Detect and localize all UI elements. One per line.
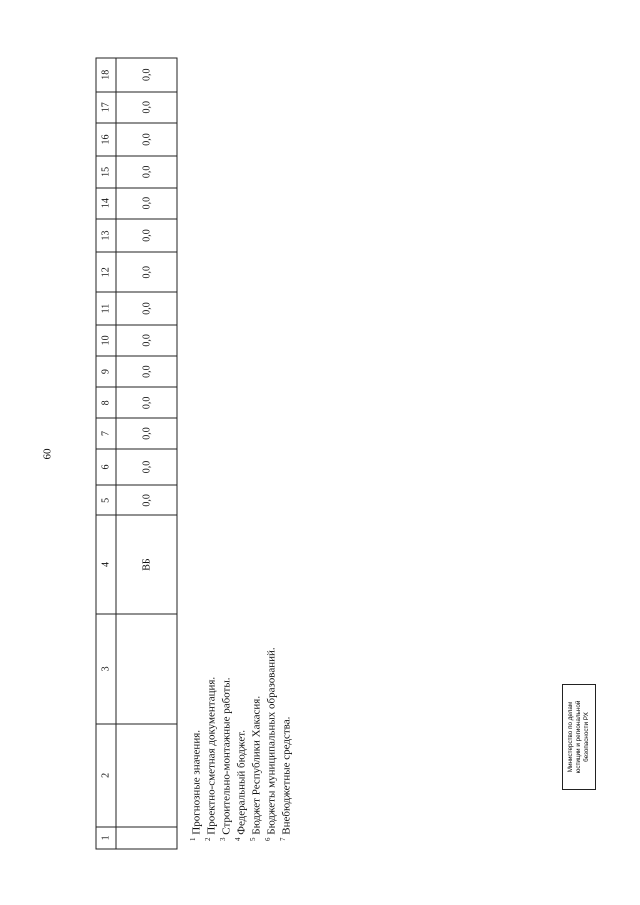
stamp-line: юстиции и региональной: [575, 700, 582, 774]
table-cell: 0,0: [116, 122, 177, 155]
footnote: $^4$ Федеральный бюджет.: [234, 730, 248, 841]
budget-table: [96, 57, 177, 849]
table-cell: 0,0: [116, 252, 177, 292]
header-cell: 7: [96, 418, 116, 448]
header-cell: 8: [96, 387, 116, 418]
table-cell: ВБ: [116, 515, 177, 613]
header-cell: 13: [96, 218, 116, 251]
table-cell: 0,0: [116, 187, 177, 218]
header-cell: 9: [96, 355, 116, 386]
footnote: $^5$ Бюджет Республики Хакасия.: [249, 695, 263, 841]
table-cell: 0,0: [116, 156, 177, 187]
registration-stamp: [561, 683, 597, 791]
stamp-line: Министерство по делам: [567, 701, 574, 773]
header-cell: 3: [96, 613, 116, 723]
header-cell: 1: [96, 826, 116, 848]
header-cell: 2: [96, 724, 116, 827]
table-cell: [116, 724, 177, 827]
footnotes: [188, 647, 293, 841]
footnote: $^3$ Строительно-монтажные работы.: [219, 677, 233, 841]
footnote: $^7$ Внебюджетные средства.: [279, 716, 294, 841]
table-cell: 0,0: [116, 448, 177, 485]
table-cell: [116, 613, 177, 723]
table-cell: 0,0: [116, 387, 177, 418]
header-cell: 12: [96, 252, 116, 292]
header-cell: 5: [96, 485, 116, 515]
table-cell: 0,0: [116, 218, 177, 251]
stamp-line: безопасности РХ: [583, 712, 590, 762]
table-cell: 0,0: [116, 292, 177, 324]
footnote: $^2$ Проектно-сметная документация.: [204, 676, 218, 841]
table-cell: [116, 826, 177, 848]
table-cell: 0,0: [116, 355, 177, 386]
header-cell: 17: [96, 91, 116, 122]
header-cell: 6: [96, 448, 116, 485]
header-cell: 14: [96, 187, 116, 218]
header-cell: 15: [96, 156, 116, 187]
table-cell: 0,0: [116, 91, 177, 122]
footnote: $^6$ Бюджеты муниципальных образований.: [264, 647, 278, 841]
table-cell: 0,0: [116, 485, 177, 515]
header-cell: 11: [96, 292, 116, 324]
page-number: 60: [41, 448, 54, 460]
table-cell: 0,0: [116, 324, 177, 355]
header-cell: 16: [96, 122, 116, 155]
footnote: $^1$ Прогнозные значения.: [189, 729, 203, 841]
table-cell: 0,0: [116, 418, 177, 448]
header-cell: 4: [96, 515, 116, 613]
header-cell: 18: [96, 58, 116, 92]
header-cell: 10: [96, 324, 116, 355]
table-cell: 0,0: [116, 58, 177, 92]
